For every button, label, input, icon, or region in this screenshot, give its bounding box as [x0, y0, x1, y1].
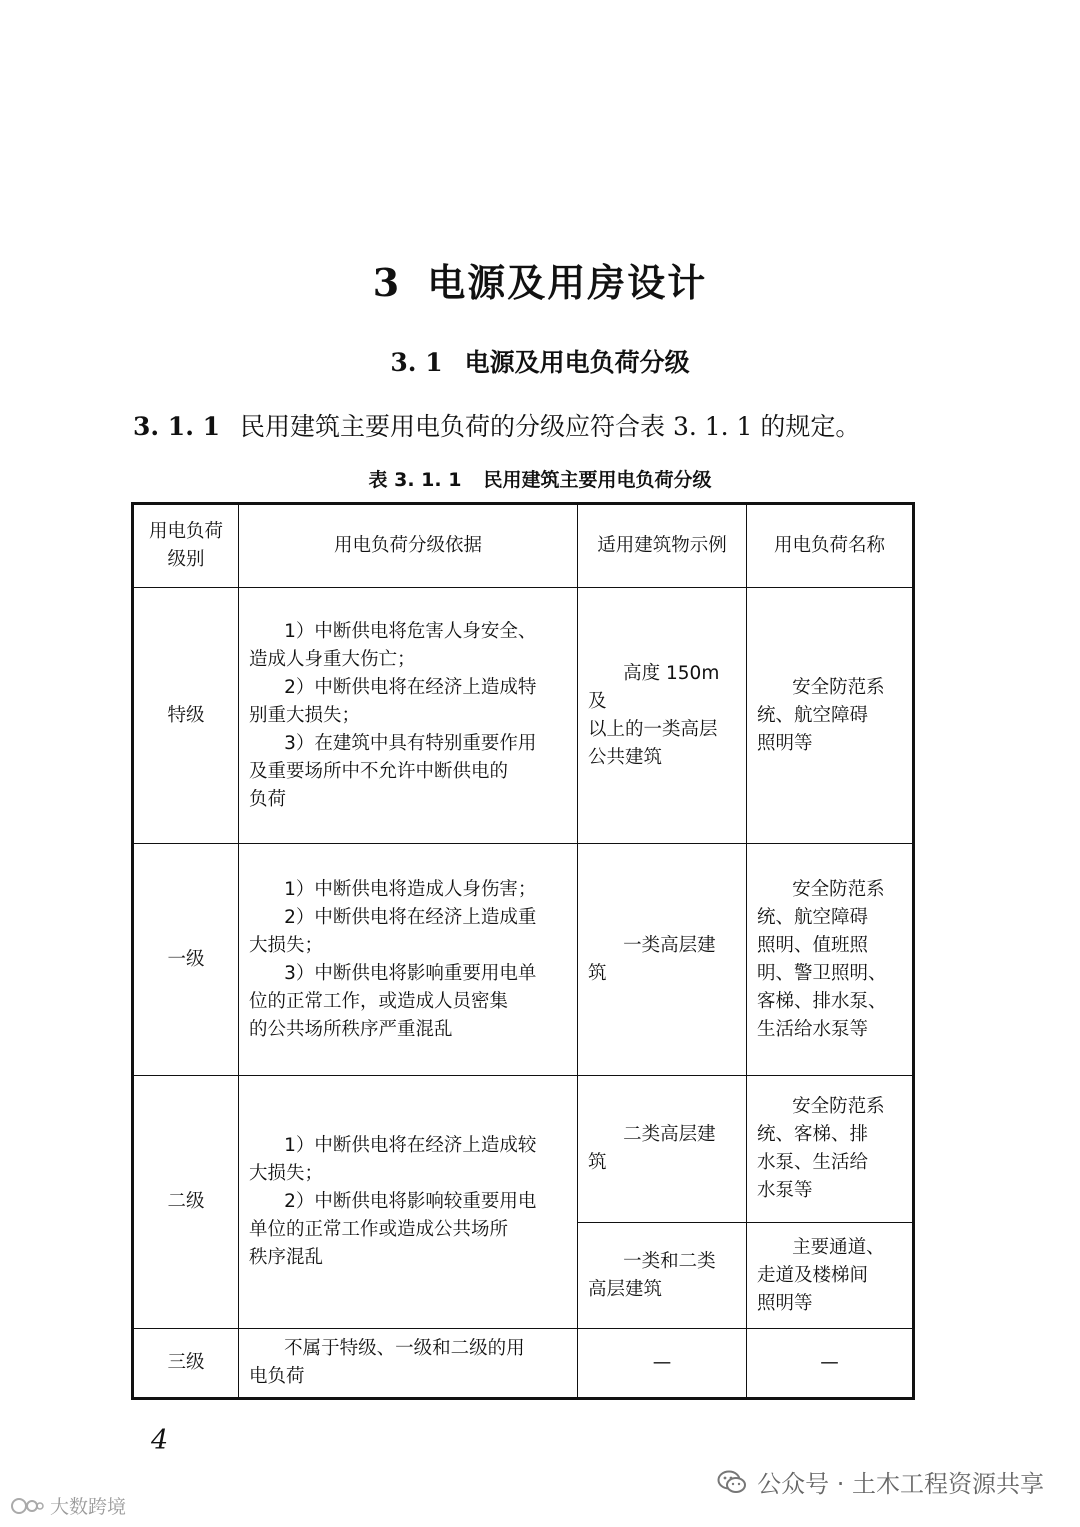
basis-cell: 1）中断供电将造成人身伤害； 2）中断供电将在经济上造成重 大损失； 3）中断供电将影响重要用电单 位的正常工作，或造成人员密集 的公共场所秩序严重混乱: [239, 844, 578, 1076]
table-row: [133, 1329, 914, 1399]
section-number: 3. 1: [390, 348, 443, 377]
footer-watermark-text: 公众号 · 土木工程资源共享: [757, 1470, 1044, 1498]
name-cell: 安全防范系 统、客梯、排 水泵、生活给 水泵等: [747, 1076, 914, 1223]
footer-watermark: [717, 1464, 1044, 1499]
example-cell: 一类高层建 筑: [578, 844, 747, 1076]
table-row: [133, 1076, 914, 1223]
corner-brand-text: 大数跨境: [50, 1496, 127, 1518]
example-cell: 一类和二类 高层建筑: [578, 1223, 747, 1329]
wechat-icon: [717, 1469, 747, 1495]
name-cell: —: [747, 1329, 914, 1399]
header-example: 适用建筑物示例: [578, 504, 747, 588]
table-caption-title: 民用建筑主要用电负荷分级: [483, 469, 712, 491]
name-cell: 安全防范系 统、航空障碍 照明、值班照 明、警卫照明、 客梯、排水泵、 生活给水泵等: [747, 844, 914, 1076]
header-basis: 用电负荷分级依据: [239, 504, 578, 588]
brand-logo-icon: [10, 1496, 44, 1516]
name-cell: 主要通道、 走道及楼梯间 照明等: [747, 1223, 914, 1329]
section-title: [0, 343, 1080, 379]
clause-paragraph: [133, 407, 860, 443]
load-classification-table: [131, 502, 915, 1400]
level-cell: 三级: [133, 1329, 239, 1399]
corner-watermark: [10, 1492, 126, 1519]
chapter-title-text: 电源及用房设计: [427, 260, 708, 305]
table-caption-number: 表 3. 1. 1: [368, 469, 462, 491]
basis-cell: 1）中断供电将在经济上造成较 大损失； 2）中断供电将影响较重要用电 单位的正常工作或造成公共场所 秩序混乱: [239, 1076, 578, 1329]
level-cell: 二级: [133, 1076, 239, 1329]
table-row: [133, 588, 914, 844]
basis-cell: 不属于特级、一级和二级的用 电负荷: [239, 1329, 578, 1399]
basis-cell: 1）中断供电将危害人身安全、 造成人身重大伤亡； 2）中断供电将在经济上造成特 别重大损失； 3）在建筑中具有特别重要作用 及重要场所中不允许中断供电的 负荷: [239, 588, 578, 844]
level-cell: 一级: [133, 844, 239, 1076]
example-cell: —: [578, 1329, 747, 1399]
name-cell: 安全防范系 统、航空障碍 照明等: [747, 588, 914, 844]
table-caption: [0, 465, 1080, 492]
clause-text: 民用建筑主要用电负荷的分级应符合表 3. 1. 1 的规定。: [240, 412, 861, 441]
level-cell: 特级: [133, 588, 239, 844]
example-cell: 二类高层建 筑: [578, 1076, 747, 1223]
chapter-number: 3: [372, 260, 402, 305]
table-header-row: [133, 504, 914, 588]
page-number: 4: [151, 1425, 169, 1456]
header-level: 用电负荷 级别: [133, 504, 239, 588]
example-cell: 高度 150m 及 以上的一类高层 公共建筑: [578, 588, 747, 844]
chapter-title: [0, 252, 1080, 307]
header-name: 用电负荷名称: [747, 504, 914, 588]
table-row: [133, 844, 914, 1076]
clause-number: 3. 1. 1: [133, 412, 220, 441]
section-title-text: 电源及用电负荷分级: [464, 348, 690, 377]
